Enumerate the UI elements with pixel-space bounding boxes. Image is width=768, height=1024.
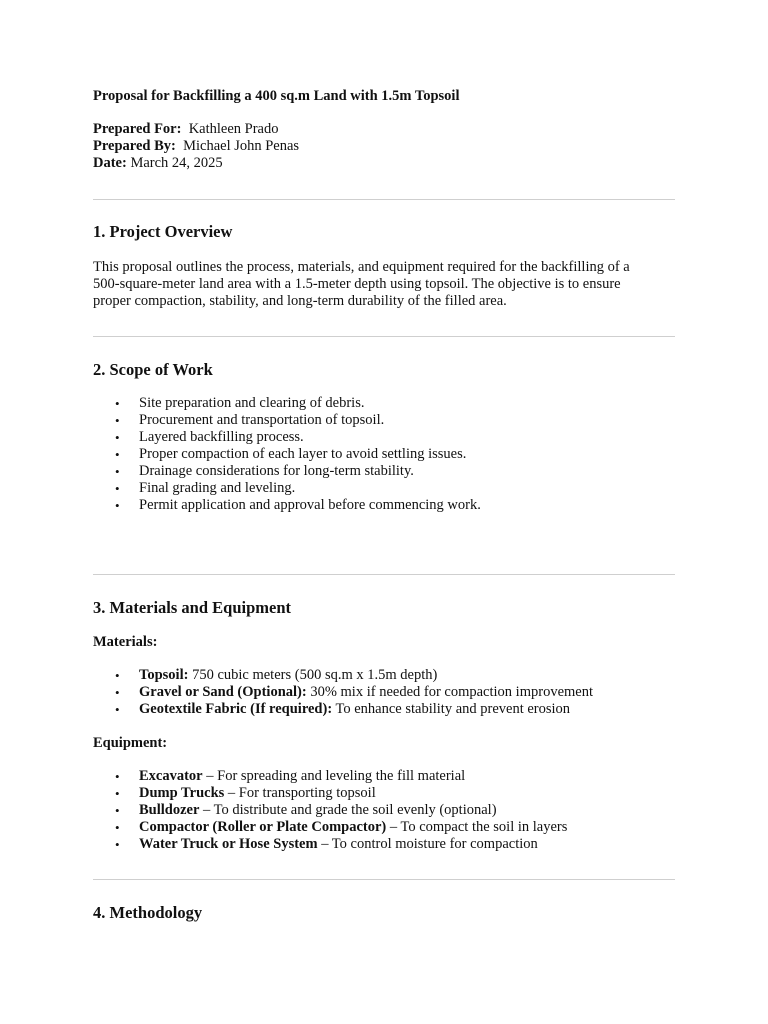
- list-item: [93, 802, 675, 819]
- item-desc: 30% mix if needed for compaction improvement: [306, 684, 593, 700]
- item-term: Compactor (Roller or Plate Compactor): [139, 819, 387, 835]
- section-divider: [93, 574, 675, 575]
- list-item: [93, 819, 675, 836]
- item-desc: – For spreading and leveling the fill material: [202, 768, 466, 784]
- item-desc: – To compact the soil in layers: [386, 819, 568, 835]
- list-item: [93, 836, 675, 853]
- prepared-by-line: [93, 138, 299, 155]
- list-item: [93, 785, 675, 802]
- list-item: • Site preparation and clearing of debris.: [93, 395, 675, 412]
- project-overview-paragraph: [93, 259, 675, 310]
- list-item: • Layered backfilling process.: [93, 429, 675, 446]
- list-item: • Drainage considerations for long-term stability.: [93, 463, 675, 480]
- item-term: Water Truck or Hose System: [139, 836, 318, 852]
- paragraph-line: proper compaction, stability, and long-term durability of the filled area.: [93, 293, 507, 309]
- item-desc: – For transporting topsoil: [224, 785, 376, 801]
- section-divider: [93, 879, 675, 880]
- list-item: • Final grading and leveling.: [93, 480, 675, 497]
- list-item: • Permit application and approval before commencing work.: [93, 497, 675, 514]
- item-term: Topsoil:: [139, 667, 189, 683]
- item-desc: 750 cubic meters (500 sq.m x 1.5m depth): [188, 667, 438, 683]
- paragraph-line: This proposal outlines the process, materials, and equipment required for the backfilling of a: [93, 259, 630, 275]
- section-heading-project-overview: 1. Project Overview: [93, 222, 233, 241]
- list-item: [93, 701, 675, 718]
- equipment-list: [93, 768, 675, 853]
- item-desc: To enhance stability and prevent erosion: [332, 701, 571, 717]
- item-term: Excavator: [139, 768, 203, 784]
- item-term: Bulldozer: [139, 802, 200, 818]
- list-item: [93, 684, 675, 701]
- list-item: [93, 768, 675, 785]
- section-divider: [93, 199, 675, 200]
- date-value: March 24, 2025: [130, 155, 223, 171]
- date-line: [93, 155, 299, 172]
- equipment-subheading: Equipment:: [93, 735, 168, 751]
- item-term: Geotextile Fabric (If required):: [139, 701, 333, 717]
- section-heading-methodology: 4. Methodology: [93, 903, 203, 922]
- section-heading-scope-of-work: 2. Scope of Work: [93, 360, 213, 379]
- list-item: • Procurement and transportation of topsoil.: [93, 412, 675, 429]
- prepared-for-line: [93, 121, 299, 138]
- prepared-by-label: Prepared By:: [93, 138, 176, 154]
- materials-list: [93, 667, 675, 718]
- prepared-for-label: Prepared For:: [93, 121, 182, 137]
- date-label: Date:: [93, 155, 127, 171]
- item-desc: – To control moisture for compaction: [317, 836, 538, 852]
- list-item: • Proper compaction of each layer to avoid settling issues.: [93, 446, 675, 463]
- section-heading-materials-equipment: 3. Materials and Equipment: [93, 598, 292, 617]
- item-term: Gravel or Sand (Optional):: [139, 684, 307, 700]
- paragraph-line: 500-square-meter land area with a 1.5-meter depth using topsoil. The objective is to ensure: [93, 276, 621, 292]
- item-desc: – To distribute and grade the soil evenly (optional): [199, 802, 497, 818]
- item-term: Dump Trucks: [139, 785, 225, 801]
- section-divider: [93, 336, 675, 337]
- prepared-by-value: Michael John Penas: [183, 138, 300, 154]
- scope-of-work-list: [93, 395, 675, 514]
- document-title: Proposal for Backfilling a 400 sq.m Land with 1.5m Topsoil: [93, 88, 460, 104]
- prepared-for-value: Kathleen Prado: [188, 121, 279, 137]
- list-item: [93, 667, 675, 684]
- document-meta: [93, 121, 299, 172]
- materials-subheading: Materials:: [93, 634, 158, 650]
